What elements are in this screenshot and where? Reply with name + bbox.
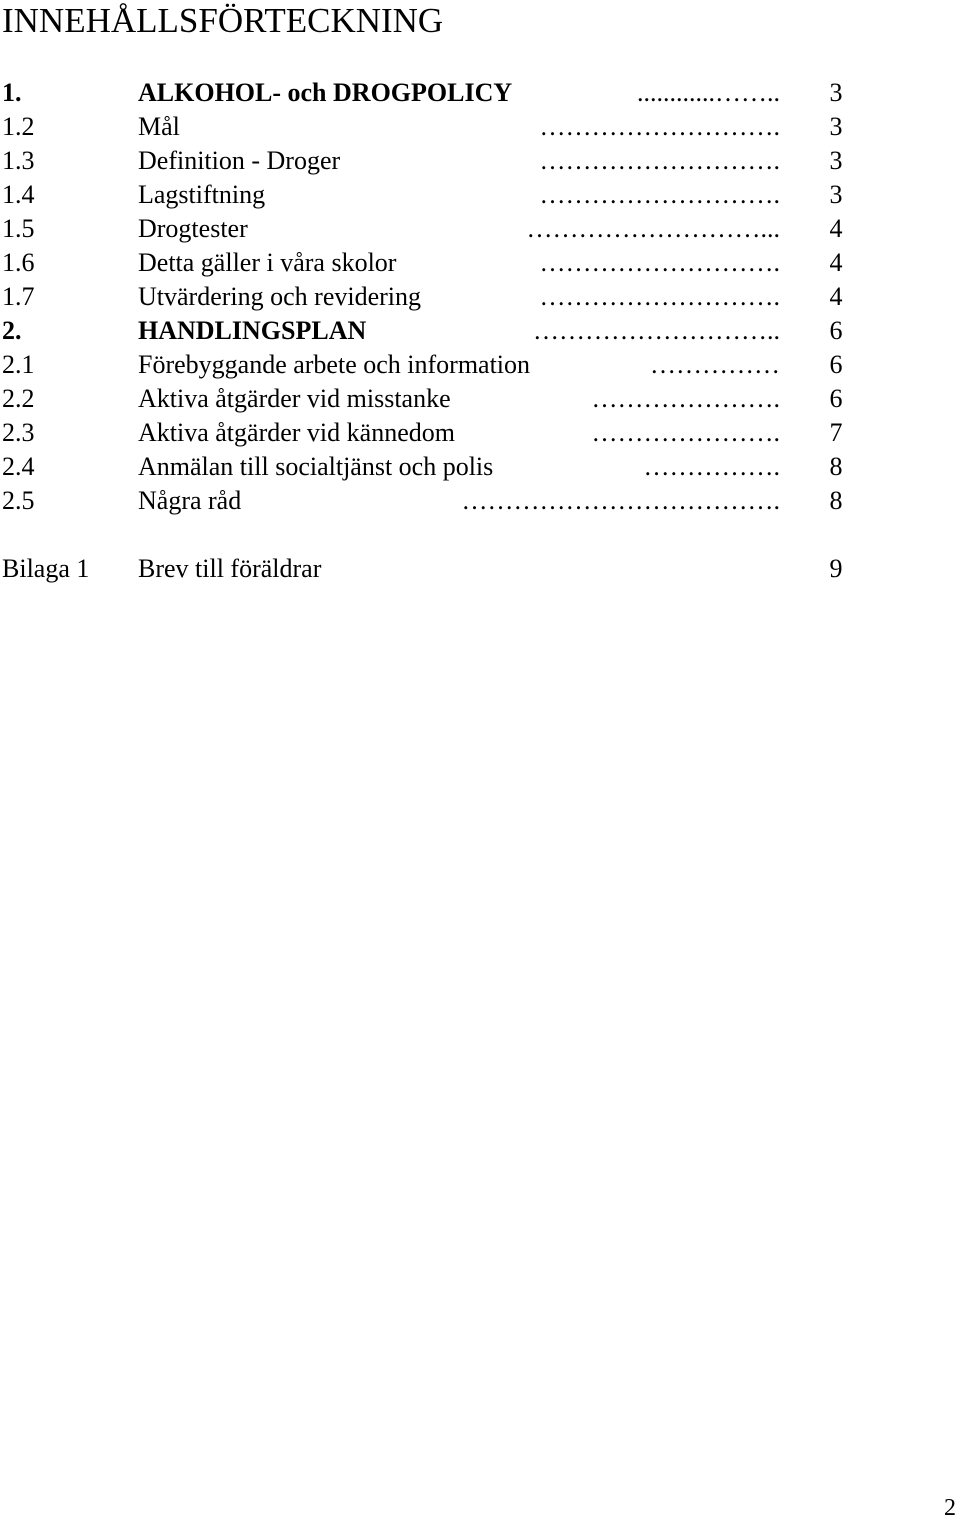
toc-entry-title: Några råd xyxy=(138,486,242,515)
toc-entry-number: 1.3 xyxy=(2,146,35,175)
toc-entry-1-4 xyxy=(0,178,960,212)
toc-entry-2-2 xyxy=(0,382,960,416)
toc-entry-page: 4 xyxy=(829,248,843,277)
toc-entry-2-1 xyxy=(0,348,960,382)
toc-entry-leader: ………………………. xyxy=(539,248,780,277)
toc-entry-number: 1.5 xyxy=(2,214,35,243)
toc-entry-page: 9 xyxy=(829,554,843,583)
toc-entry-page: 7 xyxy=(829,418,843,447)
toc-entry-leader: …………………. xyxy=(591,418,780,447)
toc-entry-2-4 xyxy=(0,450,960,484)
toc-entry-1-2 xyxy=(0,110,960,144)
toc-entry-page: 3 xyxy=(829,112,843,141)
toc-entry-title: Detta gäller i våra skolor xyxy=(138,248,397,277)
toc-entry-title: Aktiva åtgärder vid misstanke xyxy=(138,384,451,413)
toc-entry-1-5 xyxy=(0,212,960,246)
toc-entry-leader: ………………………. xyxy=(539,146,780,175)
toc-entry-number: Bilaga 1 xyxy=(2,554,90,583)
toc-entry-title: Mål xyxy=(138,112,180,141)
toc-entry-title: Brev till föräldrar xyxy=(138,554,322,583)
toc-entry-number: 2.2 xyxy=(2,384,35,413)
toc-entry-title: HANDLINGSPLAN xyxy=(138,316,367,345)
toc-entry-page: 8 xyxy=(829,486,843,515)
toc-entry-1-7 xyxy=(0,280,960,314)
toc-entry-number: 1.6 xyxy=(2,248,35,277)
toc-entry-1-6 xyxy=(0,246,960,280)
toc-entry-leader: ............…….. xyxy=(637,78,780,107)
toc-entry-title: Anmälan till socialtjänst och polis xyxy=(138,452,494,481)
toc-entry-2-3 xyxy=(0,416,960,450)
toc-entry-leader: …………………. xyxy=(591,384,780,413)
toc-entry-leader: ……………………….. xyxy=(533,316,780,345)
toc-entry-title: Utvärdering och revidering xyxy=(138,282,422,311)
toc-entry-leader: ………………………. xyxy=(539,112,780,141)
toc-entry-title: Lagstiftning xyxy=(138,180,266,209)
toc-entry-title: ALKOHOL- och DROGPOLICY xyxy=(138,78,513,107)
toc-entry-leader: ………………………………. xyxy=(461,486,780,515)
toc-entry-1-3 xyxy=(0,144,960,178)
toc-entry-title: Definition - Droger xyxy=(138,146,341,175)
toc-entry-leader: ………………………. xyxy=(539,180,780,209)
toc-entry-2 xyxy=(0,314,960,348)
toc-entry-page: 4 xyxy=(829,214,843,243)
toc-entry-page: 3 xyxy=(829,78,843,107)
toc-entry-page: 6 xyxy=(829,316,843,345)
toc-entry-leader: …………… xyxy=(650,350,780,379)
toc-entry-leader: ……………. xyxy=(643,452,780,481)
toc-entry-2-5 xyxy=(0,484,960,518)
toc-entry-number: 2.1 xyxy=(2,350,35,379)
toc-entry-number: 1.4 xyxy=(2,180,35,209)
toc-entry-title: Drogtester xyxy=(138,214,248,243)
toc-entry-page: 6 xyxy=(829,384,843,413)
toc-entry-page: 3 xyxy=(829,180,843,209)
toc-spacer xyxy=(0,518,960,552)
toc-appendix-entry xyxy=(0,552,960,586)
toc-entry-page: 3 xyxy=(829,146,843,175)
toc-entry-number: 2.3 xyxy=(2,418,35,447)
toc-entry-number: 1.2 xyxy=(2,112,35,141)
toc-entry-leader: ………………………. xyxy=(539,282,780,311)
toc-entry-title: Förebyggande arbete och information xyxy=(138,350,531,379)
toc-entry-number: 2. xyxy=(2,316,22,345)
toc-entry-number: 1.7 xyxy=(2,282,35,311)
toc-entry-title: Aktiva åtgärder vid kännedom xyxy=(138,418,455,447)
page-number: 2 xyxy=(944,1495,956,1521)
page-title: INNEHÅLLSFÖRTECKNING xyxy=(2,1,444,40)
toc-entry-page: 8 xyxy=(829,452,843,481)
toc-entry-page: 4 xyxy=(829,282,843,311)
toc-entry-1 xyxy=(0,76,960,110)
toc-entry-number: 1. xyxy=(2,78,22,107)
toc-entry-number: 2.5 xyxy=(2,486,35,515)
toc-entry-leader: ………………………... xyxy=(526,214,780,243)
toc-entry-number: 2.4 xyxy=(2,452,35,481)
toc-entry-page: 6 xyxy=(829,350,843,379)
table-of-contents xyxy=(0,76,960,586)
